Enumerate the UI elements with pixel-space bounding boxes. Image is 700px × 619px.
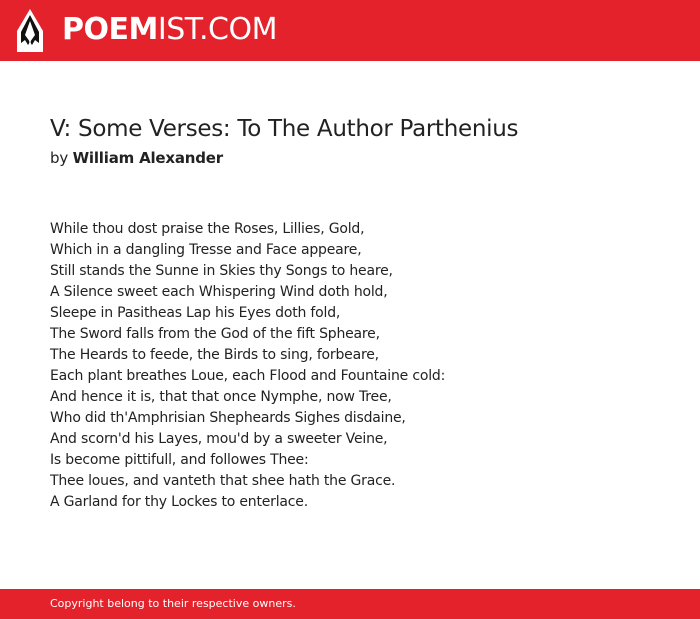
author-name: William Alexander bbox=[72, 149, 223, 167]
poem-line: The Sword falls from the God of the fift Spheare, bbox=[50, 326, 380, 342]
byline bbox=[50, 149, 223, 167]
site-footer bbox=[0, 589, 700, 619]
by-label: by bbox=[50, 149, 68, 167]
poem-line: While thou dost praise the Roses, Lillies, Gold, bbox=[50, 221, 365, 237]
poem-line: Is become pittifull, and followes Thee: bbox=[50, 452, 309, 468]
poem-line: And scorn'd his Layes, mou'd by a sweeter Veine, bbox=[50, 431, 388, 447]
poem-title: V: Some Verses: To The Author Parthenius bbox=[50, 116, 519, 142]
pen-nib-icon[interactable] bbox=[17, 9, 43, 52]
copyright-text: Copyright belong to their respective owners. bbox=[50, 597, 296, 610]
logo-bold-text: POEM bbox=[62, 12, 158, 47]
poem-line: Still stands the Sunne in Skies thy Songs to heare, bbox=[50, 263, 393, 279]
site-header bbox=[0, 0, 700, 61]
poem-body bbox=[50, 219, 445, 513]
poem-line: Sleepe in Pasitheas Lap his Eyes doth fold, bbox=[50, 305, 341, 321]
poem-line: Which in a dangling Tresse and Face appeare, bbox=[50, 242, 362, 258]
site-logo[interactable] bbox=[62, 12, 277, 48]
poem-line: A Silence sweet each Whispering Wind doth hold, bbox=[50, 284, 388, 300]
poem-line: Thee loues, and vanteth that shee hath the Grace. bbox=[50, 473, 396, 489]
poem-line: Each plant breathes Loue, each Flood and Fountaine cold: bbox=[50, 368, 446, 384]
poem-line: A Garland for thy Lockes to enterlace. bbox=[50, 494, 308, 510]
poem-line: Who did th'Amphrisian Shepheards Sighes disdaine, bbox=[50, 410, 406, 426]
poem-line: And hence it is, that that once Nymphe, now Tree, bbox=[50, 389, 392, 405]
logo-light-text: IST.COM bbox=[157, 12, 277, 47]
poem-line: The Heards to feede, the Birds to sing, forbeare, bbox=[50, 347, 379, 363]
